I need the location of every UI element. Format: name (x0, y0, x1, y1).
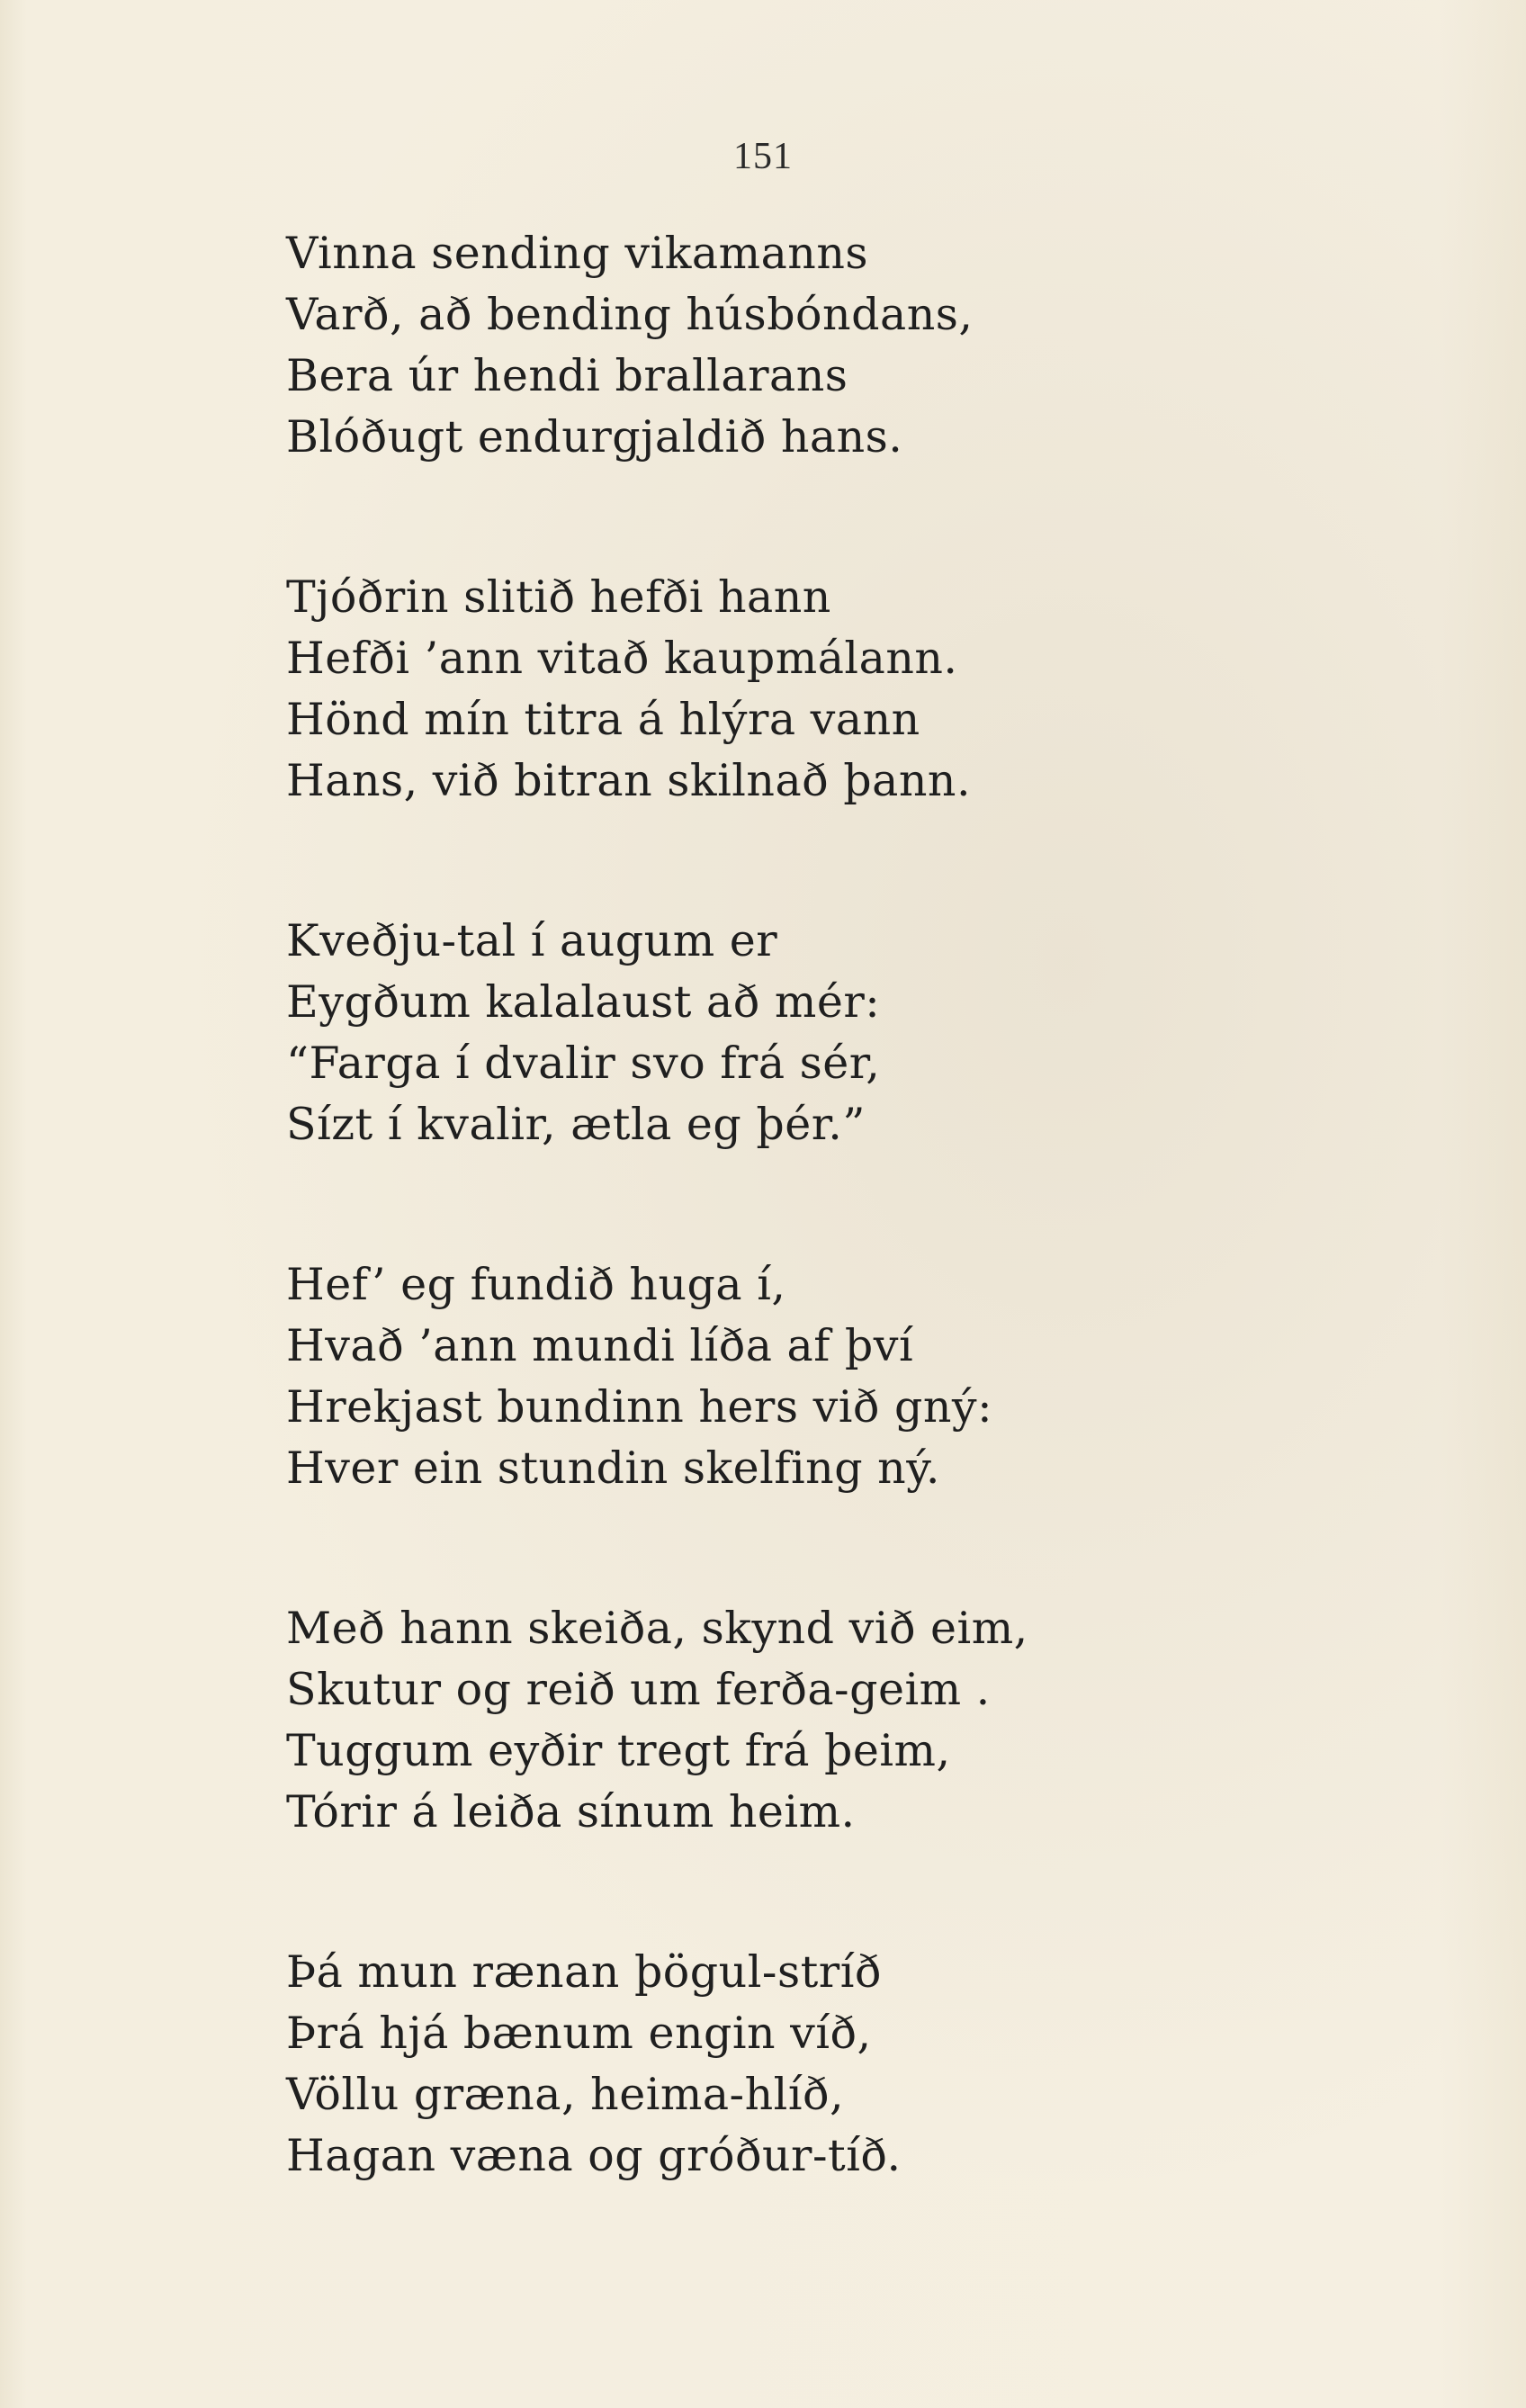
poem-line: Tuggum eyðir tregt frá þeim, (286, 1725, 951, 1776)
page-number: 151 (733, 136, 793, 177)
stanza-6 (286, 1942, 1366, 2187)
poem-line: Sízt í kvalir, ætla eg þér.” (286, 1099, 866, 1150)
poem-line: Hvað ’ann mundi líða af því (286, 1320, 914, 1371)
poem-line: Hef’ eg fundið huga í, (286, 1259, 786, 1310)
poem-line: Tórir á leiða sínum heim. (286, 1786, 856, 1837)
poem-line: Kveðju-tal í augum er (286, 915, 778, 966)
poem-line: Þrá hjá bænum engin víð, (286, 2008, 872, 2059)
poem-line: Varð, að bending húsbóndans, (286, 289, 974, 340)
poem-line: Með hann skeiða, skynd við eim, (286, 1603, 1028, 1654)
poem-line: Bera úr hendi brallarans (286, 350, 848, 401)
poem-line: Þá mun rænan þögul-stríð (286, 1946, 882, 1998)
poem-line: Skutur og reið um ferða-geim . (286, 1664, 991, 1715)
stanza-4 (286, 1254, 1366, 1499)
poem-line: Blóðugt endurgjaldið hans. (286, 411, 903, 463)
poem-line: Eygðum kalalaust að mér: (286, 976, 881, 1028)
poem-line: “Farga í dvalir svo frá sér, (286, 1038, 881, 1089)
poem (286, 223, 1366, 2187)
stanza-5 (286, 1598, 1366, 1843)
poem-line: Hönd mín titra á hlýra vann (286, 694, 920, 745)
poem-line: Hrekjast bundinn hers við gný: (286, 1381, 993, 1433)
stanza-2 (286, 567, 1366, 812)
poem-line: Tjóðrin slitið hefði hann (286, 571, 831, 623)
stanza-3 (286, 911, 1366, 1155)
poem-line: Hagan væna og gróður-tíð. (286, 2130, 902, 2181)
poem-line: Vinna sending vikamanns (286, 228, 869, 279)
poem-line: Völlu græna, heima-hlíð, (286, 2069, 845, 2120)
poem-line: Hans, við bitran skilnað þann. (286, 755, 972, 806)
poem-line: Hver ein stundin skelfing ný. (286, 1442, 940, 1494)
stanza-1 (286, 223, 1366, 468)
poem-line: Hefði ’ann vitað kaupmálann. (286, 633, 958, 684)
